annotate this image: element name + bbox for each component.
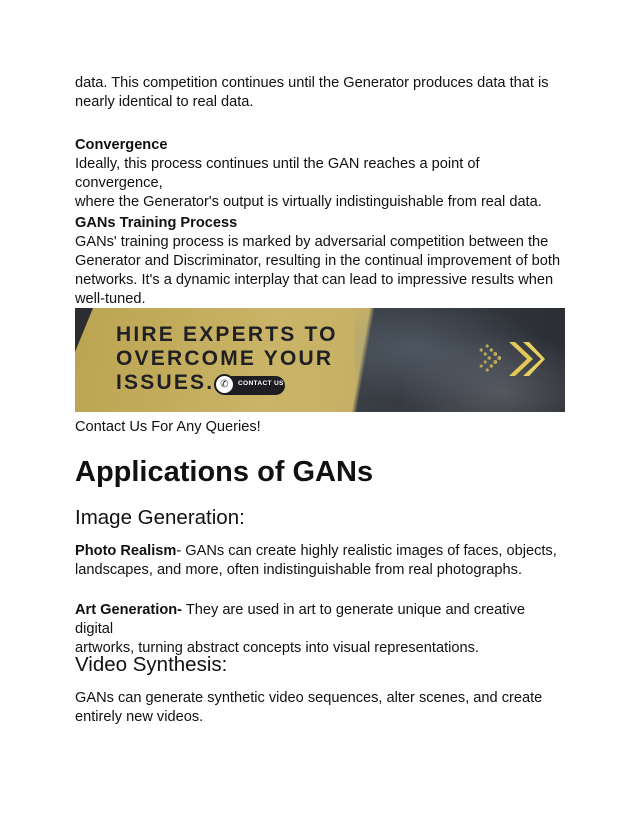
- intro-paragraph: [75, 74, 565, 112]
- training-line-2: Generator and Discriminator, resulting in the continual improvement of both: [75, 253, 561, 269]
- video-synthesis-paragraph: [75, 689, 565, 727]
- art-generation-line-2: artworks, turning abstract concepts into visual representations.: [75, 640, 479, 656]
- banner-headline-line-1: HIRE EXPERTS TO: [116, 323, 338, 346]
- art-generation-paragraph: [75, 601, 565, 658]
- applications-title: Applications of GANs: [75, 456, 374, 488]
- video-synthesis-line-2: entirely new videos.: [75, 709, 204, 725]
- image-generation-heading: Image Generation:: [75, 506, 245, 529]
- photo-realism-paragraph: [75, 542, 565, 580]
- double-chevron-right-icon: [475, 338, 545, 380]
- training-line-3: networks. It's a dynamic interplay that can lead to impressive results when: [75, 272, 554, 288]
- convergence-line-2: where the Generator's output is virtually indistinguishable from real data.: [75, 194, 542, 210]
- photo-realism-label: Photo Realism: [75, 543, 177, 559]
- video-synthesis-heading: Video Synthesis:: [75, 653, 228, 676]
- banner-headline-line-3: ISSUES.: [116, 371, 215, 394]
- photo-realism-line-1: - GANs can create highly realistic images of faces, objects,: [176, 543, 557, 559]
- banner-corner-triangle: [75, 308, 93, 352]
- training-section: [75, 214, 565, 309]
- contact-us-label: CONTACT US: [238, 380, 284, 387]
- intro-line-1: data. This competition continues until the Generator produces data that is: [75, 75, 549, 91]
- hire-experts-banner[interactable]: [75, 308, 565, 412]
- art-generation-line-1: They are used in art to generate unique and creative digital: [75, 602, 525, 637]
- convergence-section: [75, 136, 565, 212]
- convergence-heading: Convergence: [75, 137, 168, 153]
- video-synthesis-line-1: GANs can generate synthetic video sequences, alter scenes, and create: [75, 690, 543, 706]
- photo-realism-line-2: landscapes, and more, often indistinguishable from real photographs.: [75, 562, 523, 578]
- convergence-line-1: Ideally, this process continues until the GAN reaches a point of convergence,: [75, 156, 480, 191]
- phone-icon: ✆: [214, 374, 235, 395]
- training-heading: GANs Training Process: [75, 215, 238, 231]
- training-line-1: GANs' training process is marked by adversarial competition between the: [75, 234, 549, 250]
- intro-line-2: nearly identical to real data.: [75, 94, 254, 110]
- training-line-4: well-tuned.: [75, 291, 146, 307]
- contact-caption: Contact Us For Any Queries!: [75, 419, 261, 435]
- art-generation-label: Art Generation-: [75, 602, 183, 618]
- contact-us-button[interactable]: [217, 376, 285, 395]
- banner-headline-line-2: OVERCOME YOUR: [116, 347, 334, 370]
